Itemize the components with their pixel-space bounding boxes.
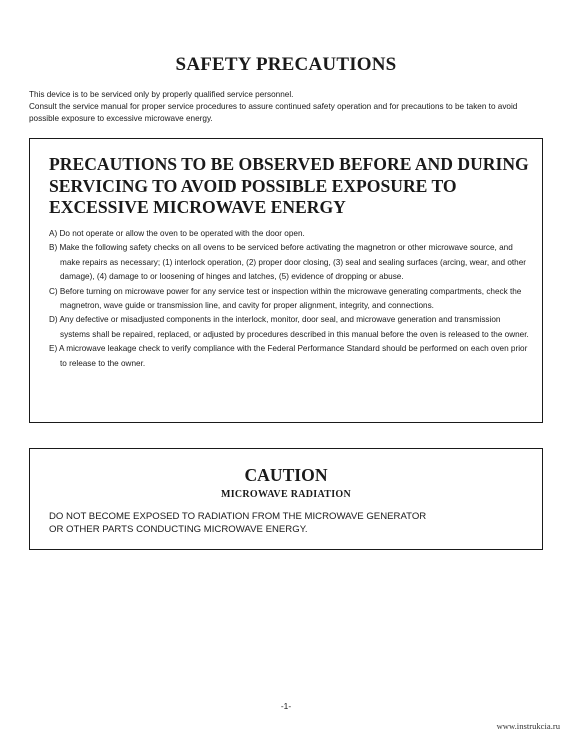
precaution-item: D) Any defective or misadjusted components in the interlock, monitor, door seal, and microwave generation and transmission systems shall be repaired, replaced, or adjusted by procedures described in this manual before the oven is released to the owner. [49, 315, 529, 339]
intro-line: This device is to be serviced only by properly qualified service personnel. [29, 90, 294, 99]
precautions-heading [49, 154, 529, 219]
precaution-item: C) Before turning on microwave power for any service test or inspection within the microwave generating compartments, check the magnetron, wave guide or transmission line, and cavity for proper alignment, integrity, and connections. [49, 286, 522, 311]
caution-text-line: OR OTHER PARTS CONDUCTING MICROWAVE ENERGY. [49, 524, 308, 535]
caution-subtitle: MICROWAVE RADIATION [220, 489, 352, 500]
precautions-box [29, 138, 543, 423]
watermark: www.instrukcia.ru [496, 721, 560, 731]
intro-line: Consult the service manual for proper service procedures to assure continued safety operation and for precautions to be taken to avoid possible exposure to excessive microwave energy. [29, 102, 518, 124]
caution-text [49, 510, 529, 536]
page-title: SAFETY PRECAUTIONS [175, 54, 397, 75]
precaution-item: B) Make the following safety checks on all ovens to be serviced before activating the magnetron or other microwave source, and make repairs as necessary; (1) interlock operation, (2) proper door closing, (3) seal and sealing surfaces (arcing, wear, and other damage), (4) damage to or loosening of hinges and latches, (5) evidence of dropping or abuse. [49, 243, 527, 282]
caution-box [29, 448, 543, 550]
precautions-heading-line: PRECAUTIONS TO BE OBSERVED BEFORE AND DURING [49, 154, 529, 174]
caution-text-line: DO NOT BECOME EXPOSED TO RADIATION FROM THE MICROWAVE GENERATOR [49, 511, 427, 522]
precautions-heading-line: EXCESSIVE MICROWAVE ENERGY [49, 197, 346, 217]
precaution-item: E) A microwave leakage check to verify compliance with the Federal Performance Standard should be performed on each oven prior to release to the owner. [49, 344, 528, 368]
intro-text [29, 89, 549, 126]
precautions-list [49, 227, 529, 371]
caution-title: CAUTION [244, 465, 328, 485]
precaution-item: A) Do not operate or allow the oven to be operated with the door open. [49, 229, 305, 238]
precautions-heading-line: SERVICING TO AVOID POSSIBLE EXPOSURE TO [49, 175, 457, 196]
page-number: -1- [280, 701, 292, 711]
